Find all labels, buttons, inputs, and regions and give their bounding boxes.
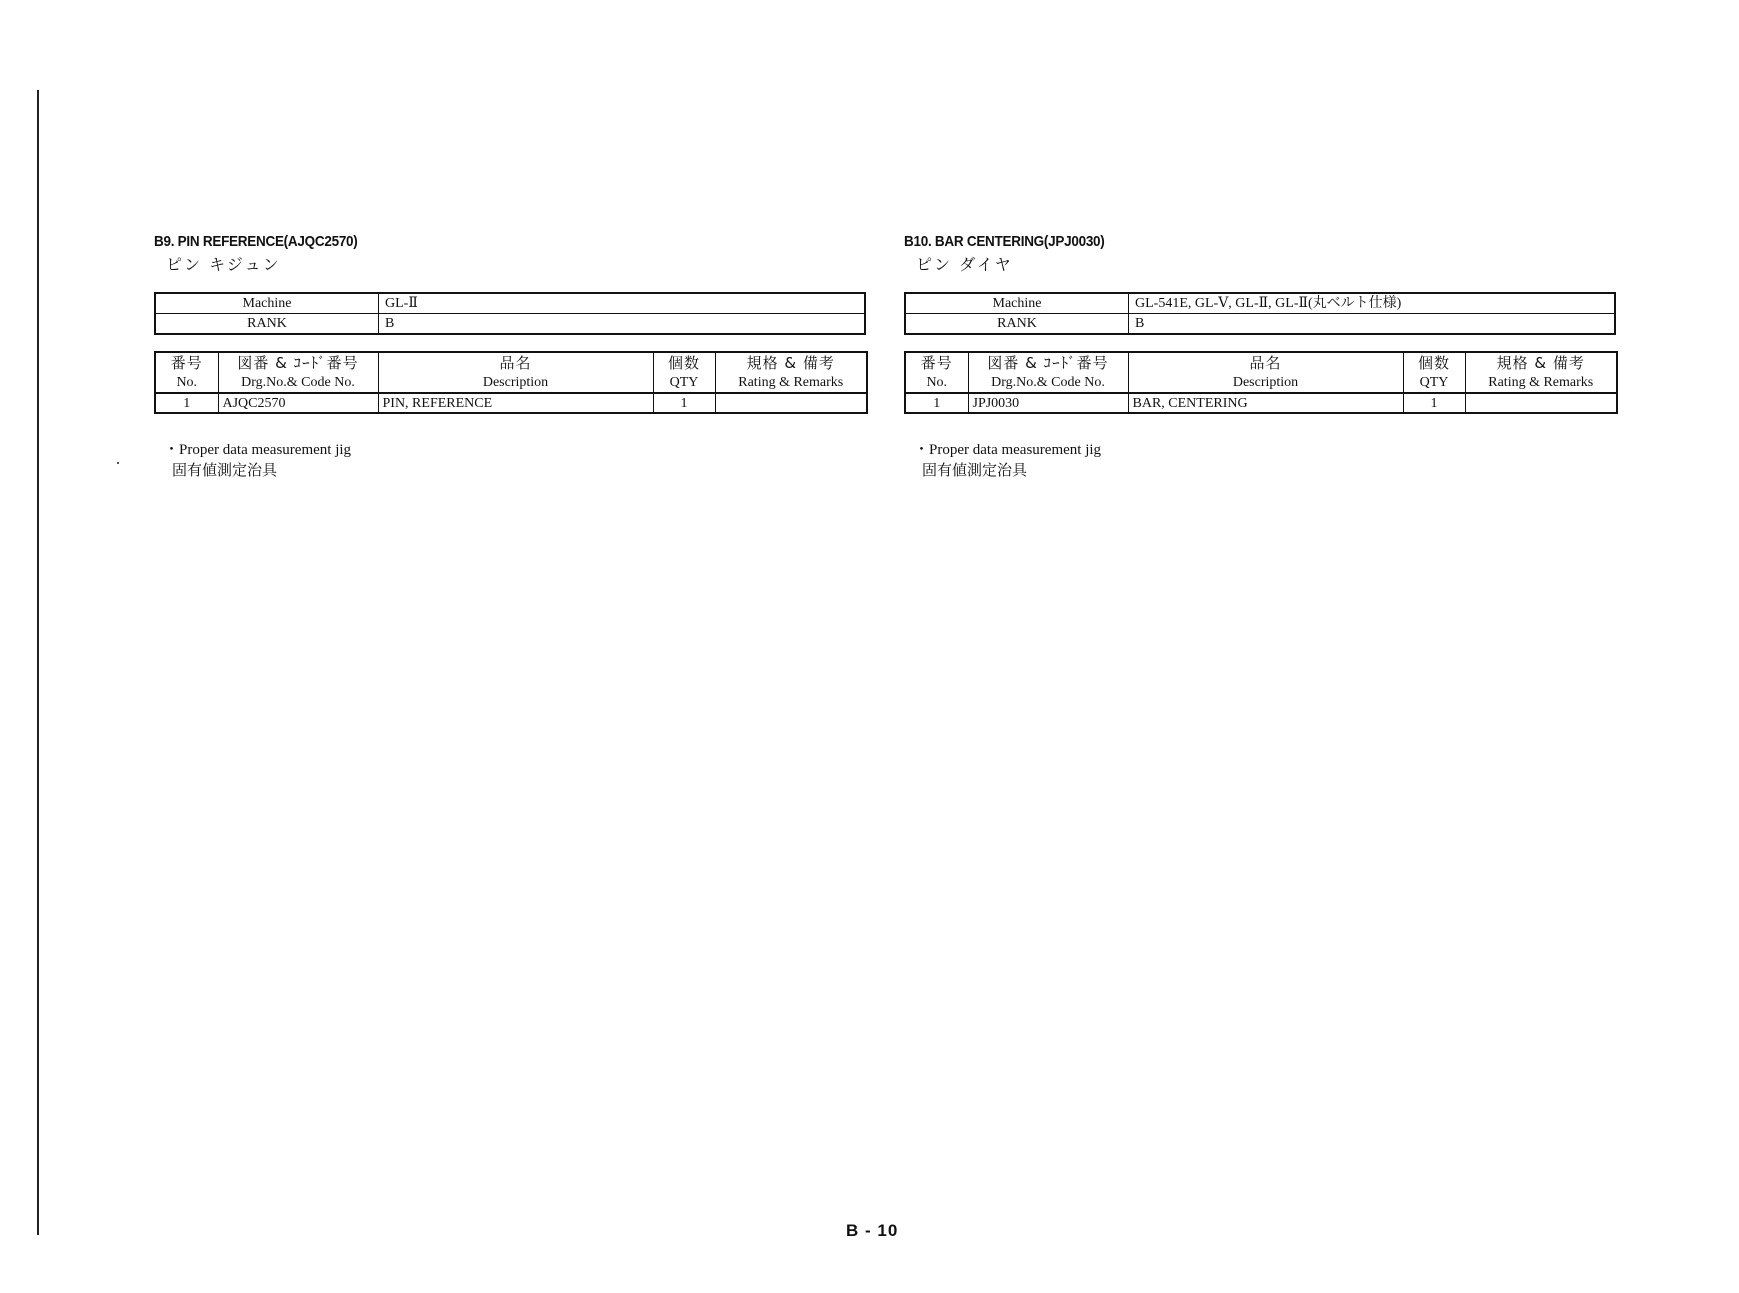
parts-header-row — [905, 352, 1617, 393]
machine-label: Machine — [155, 293, 379, 314]
header-no-jp: 番号 — [170, 354, 203, 372]
header-qty-jp: 個数 — [667, 354, 700, 372]
rank-label: RANK — [155, 314, 379, 335]
note — [154, 440, 866, 480]
header-description-en: Description — [482, 375, 549, 390]
header-code-en: Drg.No.& Code No. — [991, 375, 1105, 390]
header-code — [968, 352, 1128, 393]
header-qty-en: QTY — [669, 375, 699, 390]
header-qty-en: QTY — [1419, 375, 1449, 390]
section-subtitle: ピン ダイヤ — [916, 255, 1013, 274]
page-number: B - 10 — [846, 1221, 899, 1240]
rank-label: RANK — [905, 314, 1129, 335]
header-code-jp: 図番 & ｺｰﾄﾞ番号 — [987, 354, 1109, 372]
section-b9 — [154, 232, 866, 480]
cell-description: BAR, CENTERING — [1128, 393, 1403, 413]
header-no — [905, 352, 968, 393]
header-remarks-jp: 規格 & 備考 — [1496, 354, 1585, 372]
cell-description: PIN, REFERENCE — [378, 393, 653, 413]
machine-table — [154, 292, 866, 335]
cell-remarks — [1465, 393, 1617, 413]
rank-value: B — [1129, 314, 1616, 335]
cell-no: 1 — [155, 393, 218, 413]
parts-header-row — [155, 352, 867, 393]
header-remarks-en: Rating & Remarks — [738, 375, 844, 390]
machine-row — [155, 293, 865, 314]
header-remarks-jp: 規格 & 備考 — [746, 354, 835, 372]
header-code-jp: 図番 & ｺｰﾄﾞ番号 — [237, 354, 359, 372]
rank-row — [155, 314, 865, 335]
cell-remarks — [715, 393, 867, 413]
machine-label: Machine — [905, 293, 1129, 314]
section-title: B9. PIN REFERENCE(AJQC2570) — [154, 233, 358, 250]
section-title: B10. BAR CENTERING(JPJ0030) — [904, 233, 1105, 250]
section-b10 — [904, 232, 1616, 480]
header-no-en: No. — [176, 375, 198, 390]
header-remarks — [715, 352, 867, 393]
header-description-jp: 品名 — [1249, 354, 1282, 372]
machine-table — [904, 292, 1616, 335]
table-row — [905, 393, 1617, 413]
header-description-jp: 品名 — [499, 354, 532, 372]
cell-no: 1 — [905, 393, 968, 413]
machine-row — [905, 293, 1615, 314]
header-qty — [653, 352, 715, 393]
header-remarks — [1465, 352, 1617, 393]
cell-qty: 1 — [653, 393, 715, 413]
cell-code: AJQC2570 — [218, 393, 378, 413]
machine-value: GL-541E, GL-Ⅴ, GL-Ⅱ, GL-Ⅱ(丸ベルト仕様) — [1129, 293, 1616, 314]
machine-value: GL-Ⅱ — [379, 293, 866, 314]
parts-table — [154, 351, 868, 414]
header-code — [218, 352, 378, 393]
header-description-en: Description — [1232, 375, 1299, 390]
header-no — [155, 352, 218, 393]
note-japanese: 固有値測定治具 — [172, 461, 278, 479]
scan-speck — [117, 462, 119, 464]
header-description — [378, 352, 653, 393]
header-qty — [1403, 352, 1465, 393]
header-no-en: No. — [926, 375, 948, 390]
header-qty-jp: 個数 — [1417, 354, 1450, 372]
note-japanese: 固有値測定治具 — [922, 461, 1028, 479]
cell-code: JPJ0030 — [968, 393, 1128, 413]
rank-row — [905, 314, 1615, 335]
note-english: ・Proper data measurement jig — [914, 442, 1102, 458]
parts-table — [904, 351, 1618, 414]
binding-edge-line — [37, 90, 39, 1235]
table-row — [155, 393, 867, 413]
rank-value: B — [379, 314, 866, 335]
header-no-jp: 番号 — [920, 354, 953, 372]
note-english: ・Proper data measurement jig — [164, 442, 352, 458]
note — [904, 440, 1616, 480]
cell-qty: 1 — [1403, 393, 1465, 413]
header-remarks-en: Rating & Remarks — [1488, 375, 1594, 390]
section-subtitle: ピン キジュン — [166, 255, 281, 274]
header-code-en: Drg.No.& Code No. — [241, 375, 355, 390]
header-description — [1128, 352, 1403, 393]
